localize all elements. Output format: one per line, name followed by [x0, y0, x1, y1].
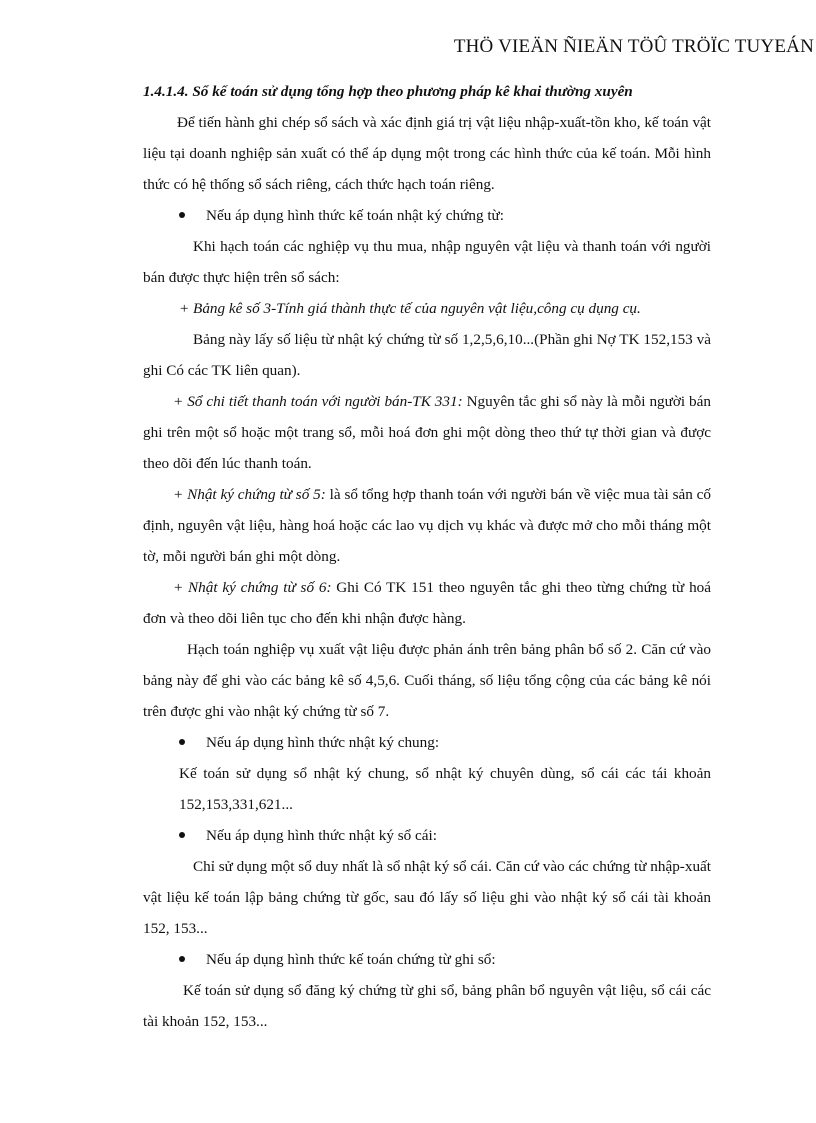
bullet-dot-icon [179, 739, 185, 745]
intro-paragraph: Để tiến hành ghi chép sổ sách và xác định giá trị vật liệu nhập-xuất-tồn kho, kế toán vật liệu tại doanh nghiệp sản xuất có thể áp dụng một trong các hình thức của kế toán. Mỗi hình thức có hệ thống sổ sách riêng, cách thức hạch toán riêng. [143, 114, 711, 193]
bullet-text: Nếu áp dụng hình thức kế toán chứng từ ghi sổ: [206, 951, 496, 968]
paragraph: Hạch toán nghiệp vụ xuất vật liệu được phản ánh trên bảng phân bổ số 2. Căn cứ vào bảng này để ghi vào các bảng kê số 4,5,6. Cuối tháng, số liệu tổng cộng của các bảng kê nói trên được ghi vào nhật ký chứng từ số 7. [143, 641, 711, 720]
subitem-text: Nguyên tắc ghi sổ này là mỗi người bán ghi trên một sổ hoặc một trang sổ, mỗi hoá đơn ghi một dòng theo thứ tự thời gian và được theo dõi đến lúc thanh toán. [143, 393, 711, 472]
subitem-nkct-6 [143, 572, 711, 634]
subitem-nkct-5 [143, 479, 711, 572]
bullet-item-nhat-ky-chung-tu [143, 200, 711, 231]
bullet-item-nhat-ky-so-cai [143, 820, 711, 851]
document-body [143, 76, 711, 1037]
paragraph: Kế toán sử dụng sổ đăng ký chứng từ ghi sổ, bảng phân bổ nguyên vật liệu, sổ cái các tài khoản 152, 153... [143, 982, 711, 1030]
paragraph: Kế toán sử dụng sổ nhật ký chung, sổ nhật ký chuyên dùng, sổ cái các tái khoản 152,153,331,621... [179, 765, 711, 813]
bullet-text: Nếu áp dụng hình thức kế toán nhật ký chứng từ: [206, 207, 505, 224]
subitem-so-chi-tiet-331 [143, 386, 711, 479]
paragraph: Bảng này lấy số liệu từ nhật ký chứng từ số 1,2,5,6,10...(Phần ghi Nợ TK 152,153 và ghi Có các TK liên quan). [143, 331, 711, 379]
bullet-text: Nếu áp dụng hình thức nhật ký sổ cái: [206, 827, 437, 844]
bullet-item-nhat-ky-chung [143, 727, 711, 758]
subitem-text: Ghi Có TK 151 theo nguyên tắc ghi theo từng chứng từ hoá đơn và theo dõi liên tục cho đến khi nhận được hàng. [143, 579, 711, 627]
bullet-dot-icon [179, 956, 185, 962]
subitem-bang-ke-3: + Bảng kê số 3-Tính giá thành thực tế của nguyên vật liệu,công cụ dụng cụ. [179, 300, 641, 317]
section-heading: 1.4.1.4. Sổ kế toán sử dụng tổng hợp theo phương pháp kê khai thường xuyên [143, 83, 633, 100]
bullet-item-chung-tu-ghi-so [143, 944, 711, 975]
subitem-text: là sổ tổng hợp thanh toán với người bán về việc mua tài sản cố định, nguyên vật liệu, hàng hoá hoặc các lao vụ dịch vụ khác và được mở cho mỗi tháng một tờ, mỗi người bán ghi một dòng. [143, 486, 711, 565]
bullet-dot-icon [179, 212, 185, 218]
subitem-title: + Sổ chi tiết thanh toán với người bán-TK 331: [173, 393, 463, 410]
paragraph: Khi hạch toán các nghiệp vụ thu mua, nhập nguyên vật liệu và thanh toán với người bán được thực hiện trên sổ sách: [143, 238, 711, 286]
page-header-title: THÖ VIEÄN ÑIEÄN TÖÛ TRÖÏC TUYEÁN [453, 36, 814, 57]
bullet-dot-icon [179, 832, 185, 838]
paragraph: Chỉ sử dụng một sổ duy nhất là sổ nhật ký sổ cái. Căn cứ vào các chứng từ nhập-xuất vật liệu kế toán lập bảng chứng từ gốc, sau đó lấy số liệu ghi vào nhật ký sổ cái tài khoản 152, 153... [143, 858, 711, 937]
bullet-text: Nếu áp dụng hình thức nhật ký chung: [206, 734, 440, 751]
subitem-title: + Nhật ký chứng từ số 5: [173, 486, 326, 503]
subitem-title: + Nhật ký chứng từ số 6: [173, 579, 332, 596]
